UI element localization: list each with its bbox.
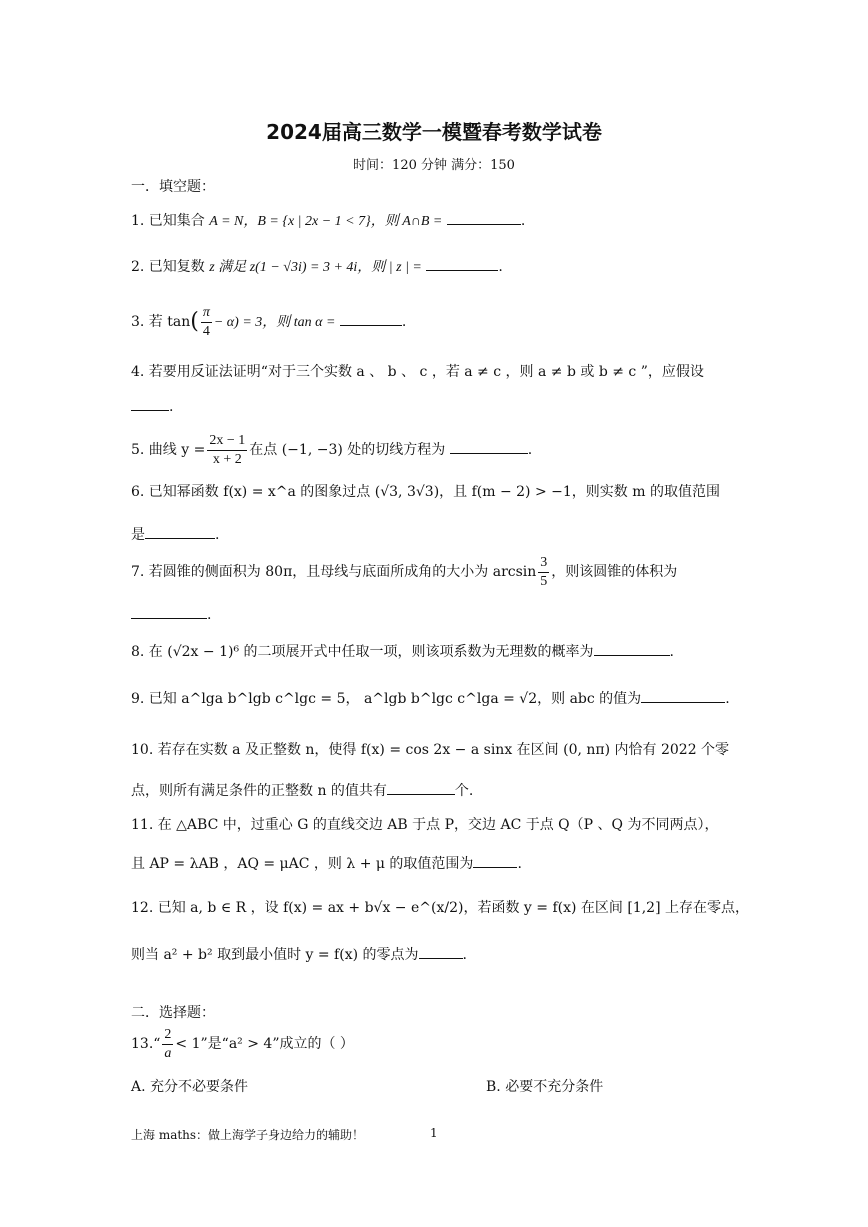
- q7-post: .: [207, 607, 212, 623]
- q13-body: < 1”是“a² > 4”成立的（ ）: [175, 1036, 354, 1052]
- question-13: [131, 1022, 771, 1066]
- q13-denominator: a: [164, 1045, 172, 1061]
- q11-line2: 且 AP = λAB ，AQ = μAC ，则 λ + μ 的取值范围为: [131, 856, 474, 872]
- q8-text: 8. 在 (√2x − 1)⁶ 的二项展开式中任取一项，则该项系数为无理数的概率为: [131, 644, 594, 660]
- q3-post: .: [401, 314, 407, 330]
- page-number: 1: [430, 1126, 438, 1140]
- question-9: [131, 688, 771, 709]
- question-1: [131, 210, 771, 232]
- q3-numerator: π: [201, 304, 212, 323]
- q5-fraction: [207, 432, 247, 469]
- q11-post: .: [517, 856, 522, 872]
- option-b: B. 必要不充分条件: [486, 1079, 604, 1095]
- section-heading-fill: 一．填空题：: [131, 179, 215, 195]
- question-8: [131, 641, 771, 662]
- q4-line1: 4. 若要用反证法证明“对于三个实数 a 、 b 、 c ，若 a ≠ c ，则 a ≠ b 或 b ≠ c ”，应假设: [131, 364, 704, 380]
- q9-text: 9. 已知 a^lga b^lgb c^lgc = 5， a^lgb b^lgc c^lga = √2，则 abc 的值为: [131, 691, 642, 707]
- question-12: [131, 898, 771, 918]
- q5-blank: [450, 439, 528, 454]
- q6-line2: 是: [131, 527, 145, 543]
- q3-fraction: [201, 304, 212, 341]
- question-11-cont: [131, 853, 771, 874]
- q5-body: 在点 (−1, −3) 处的切线方程为: [249, 442, 446, 458]
- q7-fraction: [538, 554, 549, 591]
- question-4-cont: [131, 396, 771, 417]
- q7-body: ，则该圆锥的体积为: [551, 564, 678, 580]
- page-title: 2024届高三数学一模暨春考数学试卷: [266, 120, 602, 144]
- q12-line1: 12. 已知 a, b ∈ R ，设 f(x) = ax + b√x − e^(x/2)，若函数 y = f(x) 在区间 [1,2] 上存在零点，: [131, 900, 749, 916]
- question-11: [131, 815, 771, 835]
- q4-post: .: [169, 399, 174, 415]
- q6-blank: [145, 524, 215, 539]
- question-12-cont: [131, 944, 771, 965]
- q10-line1: 10. 若存在实数 a 及正整数 n，使得 f(x) = cos 2x − a sinx 在区间 (0, nπ) 内恰有 2022 个零: [131, 742, 730, 758]
- q12-post: .: [462, 947, 467, 963]
- q10-line2: 点，则所有满足条件的正整数 n 的值共有: [131, 783, 387, 799]
- q2-post: .: [498, 259, 503, 275]
- question-10: [131, 740, 771, 760]
- question-3: [131, 300, 771, 345]
- exam-meta: 时间：120 分钟 满分：150: [353, 158, 515, 173]
- q1-body: A = N，B = {x | 2x − 1 < 7}，则 A∩B =: [209, 214, 443, 229]
- q13-numerator: 2: [162, 1026, 173, 1045]
- section-heading-choice: 二．选择题：: [131, 1005, 215, 1021]
- question-7-cont: [131, 604, 771, 625]
- q5-post: .: [527, 442, 533, 458]
- q9-blank: [641, 688, 725, 703]
- q7-numerator: 3: [538, 554, 549, 573]
- q3-open-paren: (: [190, 309, 199, 334]
- q3-denominator: 4: [202, 323, 210, 339]
- q1-prefix: 1. 已知集合: [131, 213, 205, 229]
- q7-denominator: 5: [540, 573, 548, 589]
- question-6-cont: [131, 524, 771, 545]
- q6-line1: 6. 已知幂函数 f(x) = x^a 的图象过点 (√3, 3√3)，且 f(m − 2) > −1，则实数 m 的取值范围: [131, 484, 720, 500]
- q5-prefix: 5. 曲线 y =: [131, 442, 206, 458]
- q10-blank: [387, 780, 455, 795]
- q12-blank: [419, 944, 463, 959]
- q3-body: − α) = 3，则 tan α =: [213, 315, 336, 330]
- q4-blank: [131, 396, 169, 411]
- q9-post: .: [725, 691, 730, 707]
- q6-post: .: [215, 527, 220, 543]
- question-2: [131, 256, 771, 278]
- question-4: [131, 362, 771, 382]
- q3-blank: [340, 311, 402, 326]
- q10-post: 个.: [454, 783, 474, 799]
- q12-line2: 则当 a² + b² 取到最小值时 y = f(x) 的零点为: [131, 947, 419, 963]
- q11-blank: [473, 853, 517, 868]
- q2-blank: [426, 256, 498, 271]
- q1-post: .: [520, 213, 526, 229]
- q8-post: .: [669, 644, 674, 660]
- q2-prefix: 2. 已知复数: [131, 259, 205, 275]
- page-footer: 上海 maths：做上海学子身边给力的辅助！: [131, 1128, 365, 1142]
- q1-blank: [447, 210, 521, 225]
- q2-body: z 满足 z(1 − √3i) = 3 + 4i，则 | z | =: [209, 260, 422, 275]
- q13-prefix: 13.“: [131, 1036, 161, 1052]
- q5-denominator: x + 2: [212, 451, 242, 467]
- q13-fraction: [162, 1026, 173, 1063]
- question-7: [131, 550, 771, 594]
- q3-prefix: 3. 若 tan: [131, 314, 191, 330]
- q5-numerator: 2x − 1: [207, 432, 247, 451]
- question-10-cont: [131, 780, 771, 801]
- q7-blank: [131, 604, 207, 619]
- question-5: [131, 428, 771, 472]
- option-a: A. 充分不必要条件: [131, 1079, 249, 1095]
- q11-line1: 11. 在 △ABC 中，过重心 G 的直线交边 AB 于点 P，交边 AC 于点 Q（P 、Q 为不同两点），: [131, 817, 719, 833]
- q8-blank: [594, 641, 670, 656]
- q7-prefix: 7. 若圆锥的侧面积为 80π，且母线与底面所成角的大小为 arcsin: [131, 564, 537, 580]
- question-6: [131, 482, 771, 502]
